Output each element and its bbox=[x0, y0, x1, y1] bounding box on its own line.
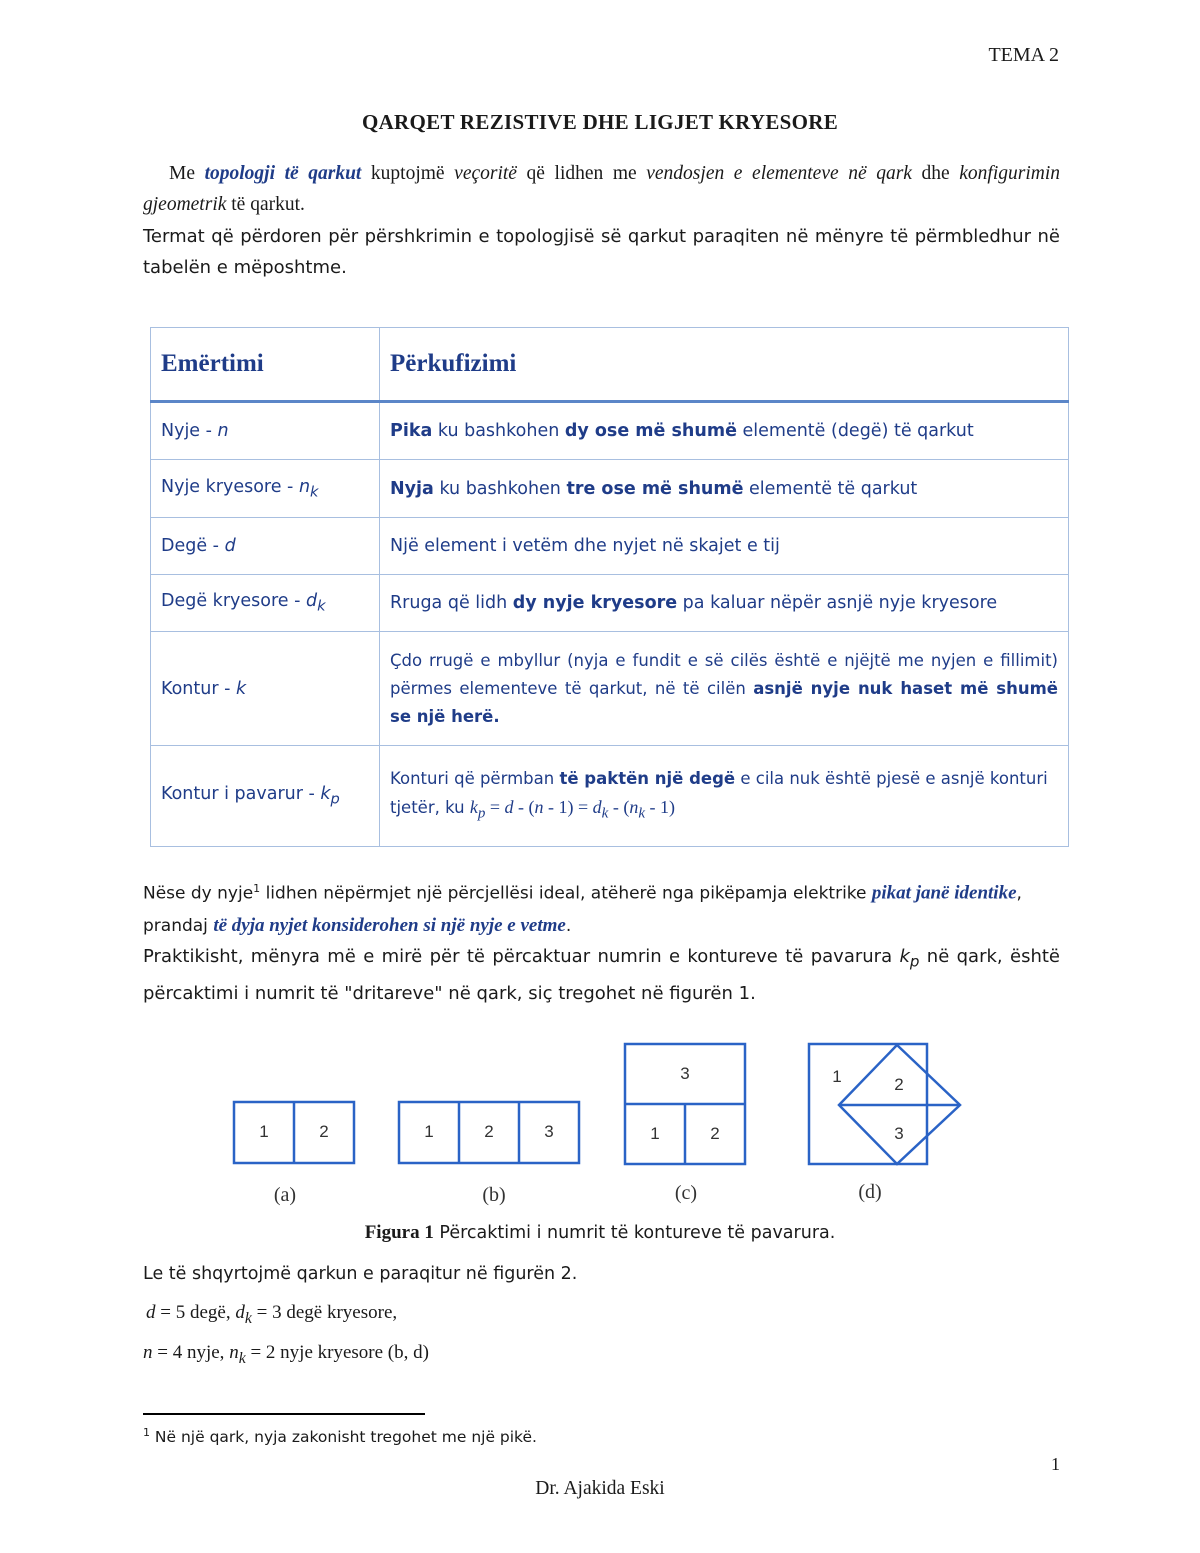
intro-paragraph: Me topologji të qarkut kuptojmë veçoritë që lidhen me vendosjen e elementeve në qark dhe konfigurimin gjeometrik të qarkut. bbox=[143, 163, 1060, 215]
analysis-intro: Le të shqyrtojmë qarkun e paraqitur në figurën 2. bbox=[143, 1264, 578, 1284]
table-row: Nyje - n Pika ku bashkohen dy ose më shumë elementë (degë) të qarkut bbox=[151, 402, 1069, 460]
header-tema: TEMA 2 bbox=[988, 44, 1059, 66]
footnote-separator bbox=[143, 1413, 425, 1415]
table-row: Kontur i pavarur - $k_p$ Konturi që përmban të paktën një degë e cila nuk është pjesë e asnjë konturi tjetër, ku $k_p = d - (n - 1) = d_k - (n_k - 1)$ bbox=[151, 746, 1069, 847]
intro-paragraph-2: Termat që përdoren për përshkrimin e topologjisë së qarkut paraqiten në mënyre të përmbledhur në tabelën e mëposhtme. bbox=[143, 226, 1060, 278]
table-row: Kontur - k Çdo rrugë e mbyllur (nyja e fundit e së cilës është e njëjtë me nyjen e fillimit) përmes elementeve të qarkut, në të cilën asnjë nyje nuk haset më shumë se një herë. bbox=[151, 632, 1069, 746]
figure-d-window-2: 2 bbox=[894, 1075, 904, 1094]
figure-label-b: (b) bbox=[482, 1184, 506, 1206]
analysis-branches: d = 5 degë, $d_k = 3$ degë kryesore, bbox=[146, 1302, 398, 1327]
table-row: Degë - d Një element i vetëm dhe nyjet në skajet e tij bbox=[151, 518, 1069, 575]
footnote: $^1$ Në një qark, nyja zakonisht tregohet me një pikë. bbox=[143, 1426, 537, 1447]
figure-label-a: (a) bbox=[273, 1184, 297, 1206]
figure-label-c: (c) bbox=[674, 1182, 698, 1204]
table-header-term: Emërtimi bbox=[151, 328, 380, 402]
figure-caption: Figura 1 Përcaktimi i numrit të kontureve të pavarura. bbox=[364, 1222, 836, 1243]
analysis-nodes: n = 4 nyje, $n_k = 2$ nyje kryesore (b, d) bbox=[143, 1342, 429, 1367]
figure-c-window-1: 1 bbox=[650, 1124, 660, 1143]
page-number: 1 bbox=[1051, 1454, 1060, 1474]
figure-d-window-3: 3 bbox=[894, 1124, 904, 1143]
kp-formula: $k_p = d - (n - 1) = d_k - (n_k - 1)$ bbox=[469, 796, 675, 822]
footer-author: Dr. Ajakida Eski bbox=[535, 1478, 665, 1499]
figure-b-window-3: 3 bbox=[544, 1122, 554, 1141]
table-header-definition: Përkufizimi bbox=[380, 328, 1069, 402]
figure-a-window-2: 2 bbox=[319, 1122, 329, 1141]
figure-a-window-1: 1 bbox=[259, 1122, 269, 1141]
page-title: QARQET REZISTIVE DHE LIGJET KRYESORE bbox=[361, 110, 839, 134]
windows-paragraph: Praktikisht, mënyra më e mirë për të përcaktuar numrin e kontureve të pavarura $k_p$ në qark, është përcaktimi i numrit të "dritareve" në qark, siç tregohet në figurën 1. bbox=[143, 946, 1060, 1004]
table-row: Nyje kryesore - $n_k$ Nyja ku bashkohen tre ose më shumë elementë të qarkut bbox=[151, 460, 1069, 518]
figure-d-window-1: 1 bbox=[832, 1067, 842, 1086]
identical-nodes-paragraph: Nëse dy nyje$^1$ lidhen nëpërmjet një përcjellësi ideal, atëherë nga pikëpamja elektrike pikat janë identike, prandaj të dyja nyjet konsiderohen si një nyje e vetme. bbox=[143, 882, 1022, 936]
topology-terms-table bbox=[150, 327, 1069, 847]
figure-label-d: (d) bbox=[858, 1181, 882, 1203]
figure-c-window-3: 3 bbox=[680, 1064, 690, 1083]
figure-b-window-1: 1 bbox=[424, 1122, 434, 1141]
table-row: Degë kryesore - $d_k$ Rruga që lidh dy nyje kryesore pa kaluar nëpër asnjë nyje kryesore bbox=[151, 575, 1069, 632]
figure-b-window-2: 2 bbox=[484, 1122, 494, 1141]
figure-c-window-2: 2 bbox=[710, 1124, 720, 1143]
